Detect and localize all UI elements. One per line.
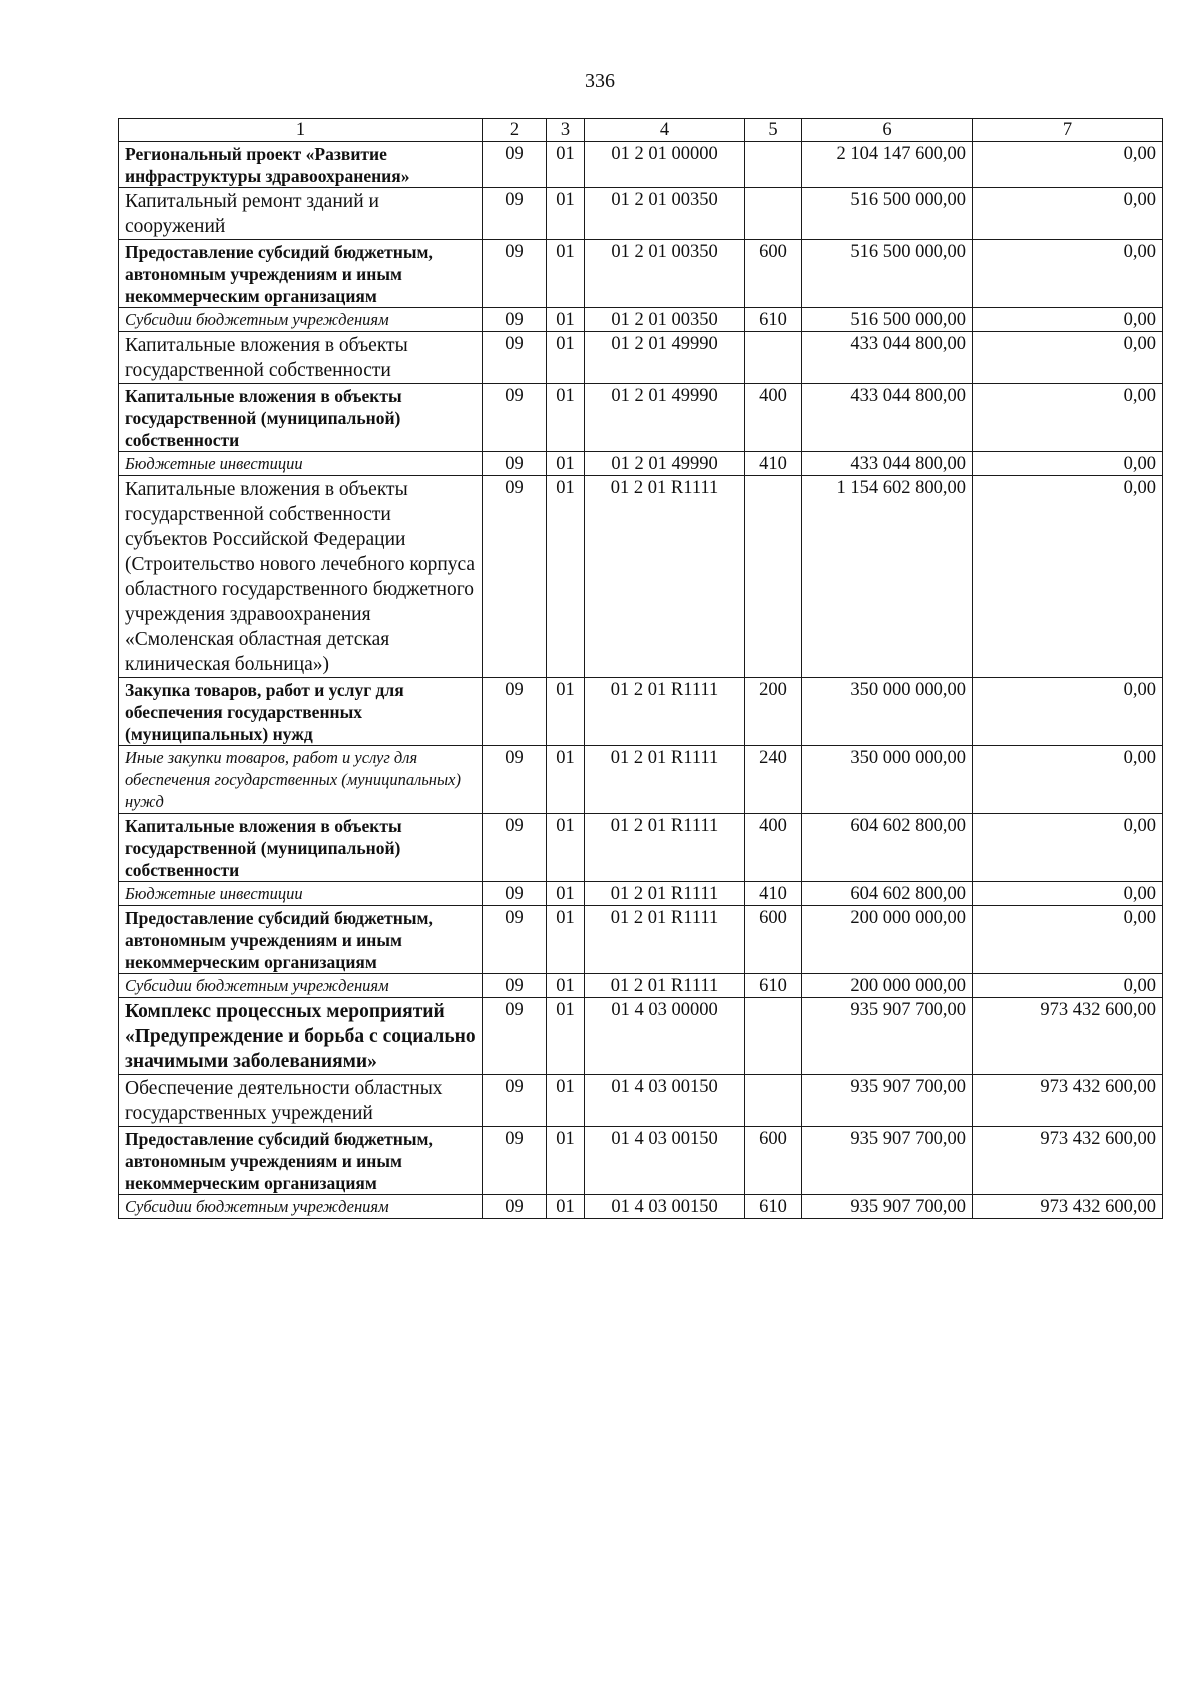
amount-col6-cell: 433 044 800,00 — [802, 332, 973, 384]
subsection-code-cell: 01 — [547, 814, 585, 882]
section-code-cell: 09 — [483, 240, 547, 308]
amount-col6-cell: 935 907 700,00 — [802, 1075, 973, 1127]
section-code-cell: 09 — [483, 974, 547, 998]
expense-type-cell: 600 — [745, 240, 802, 308]
table-row — [119, 1195, 1163, 1219]
target-article-cell: 01 4 03 00150 — [585, 1075, 745, 1127]
table-row — [119, 814, 1163, 882]
expense-type-cell — [745, 332, 802, 384]
table-row — [119, 332, 1163, 384]
expense-name-cell: Капитальные вложения в объекты государственной собственности — [119, 332, 483, 384]
target-article-cell: 01 4 03 00000 — [585, 998, 745, 1075]
amount-col6-cell: 200 000 000,00 — [802, 974, 973, 998]
expense-name-cell: Капитальный ремонт зданий и сооружений — [119, 188, 483, 240]
expense-name-cell: Капитальные вложения в объекты государственной собственности субъектов Российской Федерации (Строительство нового лечебного корпуса областного государственного бюджетного учреждения здравоохранения «Смоленская областная детская клиническая больница») — [119, 476, 483, 678]
expense-name-cell: Предоставление субсидий бюджетным, автономным учреждениям и иным некоммерческим организациям — [119, 1127, 483, 1195]
amount-col6-cell: 604 602 800,00 — [802, 882, 973, 906]
expense-type-cell: 200 — [745, 678, 802, 746]
subsection-code-cell: 01 — [547, 1127, 585, 1195]
section-code-cell: 09 — [483, 998, 547, 1075]
section-code-cell: 09 — [483, 814, 547, 882]
expense-name-cell: Капитальные вложения в объекты государственной (муниципальной) собственности — [119, 384, 483, 452]
column-header-3: 3 — [547, 119, 585, 142]
amount-col7-cell: 0,00 — [973, 882, 1163, 906]
expense-name-cell: Региональный проект «Развитие инфраструктуры здравоохранения» — [119, 142, 483, 188]
target-article-cell: 01 2 01 00350 — [585, 240, 745, 308]
target-article-cell: 01 2 01 R1111 — [585, 678, 745, 746]
table-body — [119, 142, 1163, 1219]
amount-col7-cell: 0,00 — [973, 384, 1163, 452]
target-article-cell: 01 2 01 R1111 — [585, 746, 745, 814]
target-article-cell: 01 4 03 00150 — [585, 1127, 745, 1195]
target-article-cell: 01 2 01 49990 — [585, 384, 745, 452]
table-row — [119, 142, 1163, 188]
amount-col6-cell: 935 907 700,00 — [802, 998, 973, 1075]
section-code-cell: 09 — [483, 384, 547, 452]
expense-type-cell: 610 — [745, 308, 802, 332]
expense-type-cell: 410 — [745, 882, 802, 906]
table-row — [119, 452, 1163, 476]
expense-type-cell: 610 — [745, 974, 802, 998]
section-code-cell: 09 — [483, 308, 547, 332]
expense-name-cell: Обеспечение деятельности областных государственных учреждений — [119, 1075, 483, 1127]
target-article-cell: 01 2 01 00000 — [585, 142, 745, 188]
section-code-cell: 09 — [483, 142, 547, 188]
section-code-cell: 09 — [483, 1127, 547, 1195]
subsection-code-cell: 01 — [547, 882, 585, 906]
target-article-cell: 01 2 01 R1111 — [585, 476, 745, 678]
expense-type-cell — [745, 188, 802, 240]
subsection-code-cell: 01 — [547, 142, 585, 188]
subsection-code-cell: 01 — [547, 384, 585, 452]
expense-name-cell: Бюджетные инвестиции — [119, 452, 483, 476]
expense-type-cell: 610 — [745, 1195, 802, 1219]
expense-type-cell: 400 — [745, 384, 802, 452]
expense-name-cell: Комплекс процессных мероприятий «Предупреждение и борьба с социально значимыми заболеваниями» — [119, 998, 483, 1075]
subsection-code-cell: 01 — [547, 906, 585, 974]
amount-col7-cell: 973 432 600,00 — [973, 1127, 1163, 1195]
subsection-code-cell: 01 — [547, 678, 585, 746]
amount-col7-cell: 0,00 — [973, 188, 1163, 240]
target-article-cell: 01 2 01 00350 — [585, 188, 745, 240]
amount-col6-cell: 604 602 800,00 — [802, 814, 973, 882]
expense-name-cell: Предоставление субсидий бюджетным, автономным учреждениям и иным некоммерческим организациям — [119, 240, 483, 308]
section-code-cell: 09 — [483, 1195, 547, 1219]
section-code-cell: 09 — [483, 1075, 547, 1127]
amount-col6-cell: 516 500 000,00 — [802, 188, 973, 240]
table-row — [119, 906, 1163, 974]
table-row — [119, 1075, 1163, 1127]
table-row — [119, 476, 1163, 678]
expense-name-cell: Иные закупки товаров, работ и услуг для обеспечения государственных (муниципальных) нужд — [119, 746, 483, 814]
expense-name-cell: Субсидии бюджетным учреждениям — [119, 308, 483, 332]
section-code-cell: 09 — [483, 746, 547, 814]
expense-type-cell: 410 — [745, 452, 802, 476]
amount-col7-cell: 0,00 — [973, 974, 1163, 998]
amount-col6-cell: 2 104 147 600,00 — [802, 142, 973, 188]
section-code-cell: 09 — [483, 332, 547, 384]
table-row — [119, 240, 1163, 308]
table-row — [119, 308, 1163, 332]
column-header-4: 4 — [585, 119, 745, 142]
subsection-code-cell: 01 — [547, 974, 585, 998]
amount-col7-cell: 973 432 600,00 — [973, 1075, 1163, 1127]
subsection-code-cell: 01 — [547, 1075, 585, 1127]
amount-col7-cell: 0,00 — [973, 746, 1163, 814]
table-row — [119, 974, 1163, 998]
column-header-6: 6 — [802, 119, 973, 142]
table-row — [119, 384, 1163, 452]
expense-name-cell: Предоставление субсидий бюджетным, автономным учреждениям и иным некоммерческим организациям — [119, 906, 483, 974]
subsection-code-cell: 01 — [547, 476, 585, 678]
amount-col6-cell: 1 154 602 800,00 — [802, 476, 973, 678]
expense-type-cell: 400 — [745, 814, 802, 882]
amount-col7-cell: 973 432 600,00 — [973, 998, 1163, 1075]
target-article-cell: 01 2 01 R1111 — [585, 814, 745, 882]
page-number: 336 — [585, 70, 615, 92]
section-code-cell: 09 — [483, 906, 547, 974]
expense-type-cell — [745, 998, 802, 1075]
target-article-cell: 01 2 01 R1111 — [585, 906, 745, 974]
amount-col6-cell: 433 044 800,00 — [802, 452, 973, 476]
expense-type-cell — [745, 142, 802, 188]
subsection-code-cell: 01 — [547, 452, 585, 476]
subsection-code-cell: 01 — [547, 1195, 585, 1219]
target-article-cell: 01 4 03 00150 — [585, 1195, 745, 1219]
table-row — [119, 746, 1163, 814]
amount-col7-cell: 0,00 — [973, 142, 1163, 188]
target-article-cell: 01 2 01 00350 — [585, 308, 745, 332]
amount-col6-cell: 200 000 000,00 — [802, 906, 973, 974]
column-header-5: 5 — [745, 119, 802, 142]
expense-type-cell — [745, 1075, 802, 1127]
table-row — [119, 188, 1163, 240]
table-row — [119, 678, 1163, 746]
amount-col6-cell: 350 000 000,00 — [802, 678, 973, 746]
amount-col7-cell: 0,00 — [973, 906, 1163, 974]
amount-col6-cell: 433 044 800,00 — [802, 384, 973, 452]
table-row — [119, 882, 1163, 906]
subsection-code-cell: 01 — [547, 746, 585, 814]
amount-col7-cell: 0,00 — [973, 240, 1163, 308]
expense-name-cell: Капитальные вложения в объекты государственной (муниципальной) собственности — [119, 814, 483, 882]
header-row — [119, 119, 1163, 142]
amount-col6-cell: 935 907 700,00 — [802, 1127, 973, 1195]
expense-type-cell: 600 — [745, 906, 802, 974]
amount-col7-cell: 0,00 — [973, 476, 1163, 678]
expense-name-cell: Субсидии бюджетным учреждениям — [119, 974, 483, 998]
target-article-cell: 01 2 01 49990 — [585, 452, 745, 476]
expense-name-cell: Закупка товаров, работ и услуг для обеспечения государственных (муниципальных) нужд — [119, 678, 483, 746]
amount-col6-cell: 935 907 700,00 — [802, 1195, 973, 1219]
budget-table — [118, 118, 1163, 1219]
expense-type-cell — [745, 476, 802, 678]
expense-name-cell: Бюджетные инвестиции — [119, 882, 483, 906]
section-code-cell: 09 — [483, 476, 547, 678]
amount-col7-cell: 0,00 — [973, 332, 1163, 384]
column-header-2: 2 — [483, 119, 547, 142]
table-row — [119, 998, 1163, 1075]
amount-col7-cell: 0,00 — [973, 678, 1163, 746]
section-code-cell: 09 — [483, 678, 547, 746]
amount-col6-cell: 516 500 000,00 — [802, 240, 973, 308]
subsection-code-cell: 01 — [547, 308, 585, 332]
table-row — [119, 1127, 1163, 1195]
subsection-code-cell: 01 — [547, 188, 585, 240]
column-header-1: 1 — [119, 119, 483, 142]
target-article-cell: 01 2 01 R1111 — [585, 974, 745, 998]
expense-type-cell: 600 — [745, 1127, 802, 1195]
column-header-7: 7 — [973, 119, 1163, 142]
subsection-code-cell: 01 — [547, 998, 585, 1075]
section-code-cell: 09 — [483, 882, 547, 906]
amount-col7-cell: 0,00 — [973, 308, 1163, 332]
amount-col6-cell: 516 500 000,00 — [802, 308, 973, 332]
amount-col7-cell: 973 432 600,00 — [973, 1195, 1163, 1219]
target-article-cell: 01 2 01 49990 — [585, 332, 745, 384]
amount-col7-cell: 0,00 — [973, 814, 1163, 882]
amount-col7-cell: 0,00 — [973, 452, 1163, 476]
target-article-cell: 01 2 01 R1111 — [585, 882, 745, 906]
section-code-cell: 09 — [483, 188, 547, 240]
subsection-code-cell: 01 — [547, 240, 585, 308]
expense-name-cell: Субсидии бюджетным учреждениям — [119, 1195, 483, 1219]
section-code-cell: 09 — [483, 452, 547, 476]
amount-col6-cell: 350 000 000,00 — [802, 746, 973, 814]
subsection-code-cell: 01 — [547, 332, 585, 384]
expense-type-cell: 240 — [745, 746, 802, 814]
